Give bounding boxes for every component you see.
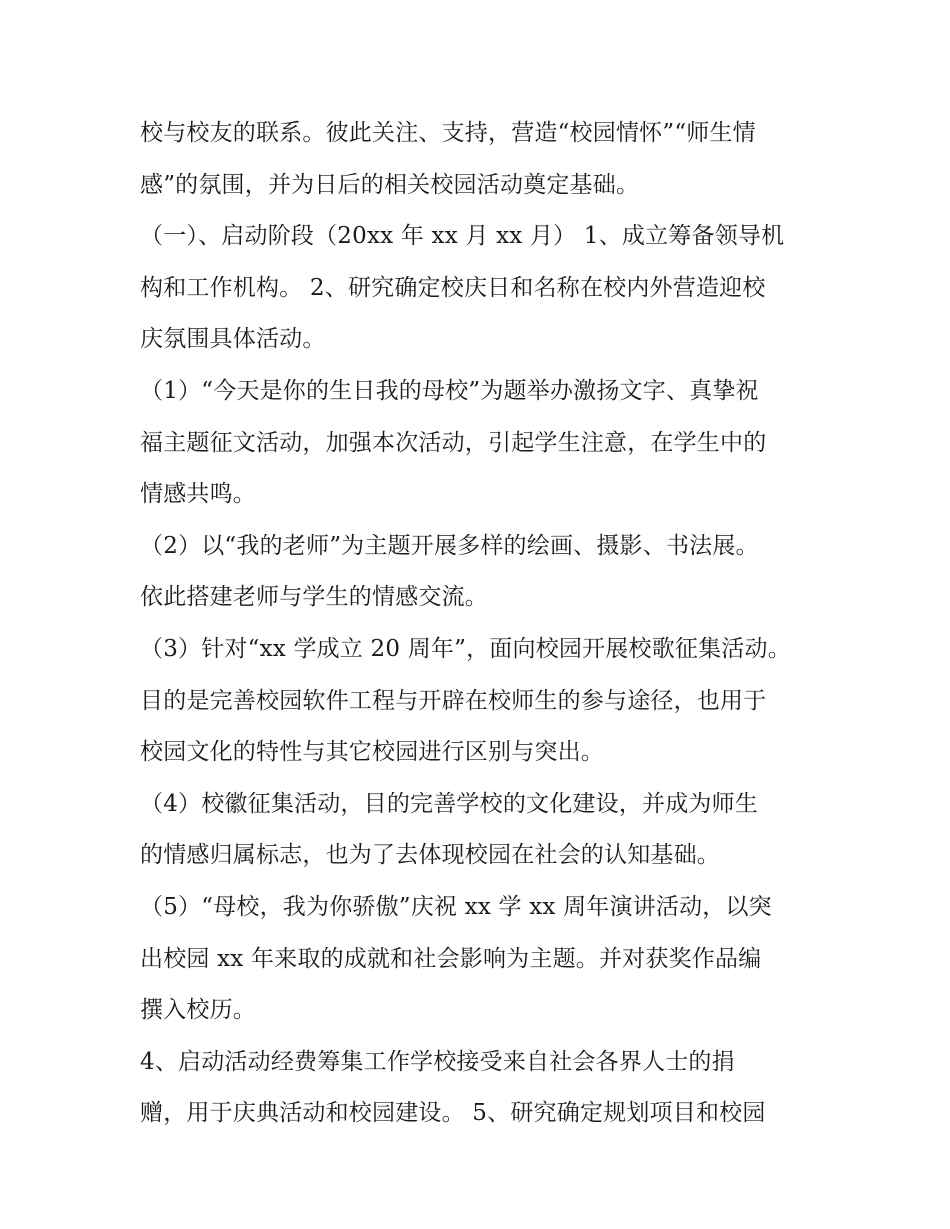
- text-line: 撰入校历。: [140, 997, 256, 1024]
- text-line: 感”的氛围，并为日后的相关校园活动奠定基础。: [140, 171, 640, 198]
- text-line: （1）“今天是你的生日我的母校”为题举办激扬文字、真挚祝: [140, 377, 759, 404]
- text-line: 的情感归属标志，也为了去体现校园在社会的认知基础。: [140, 842, 720, 869]
- text-line: 校园文化的特性与其它校园进行区别与突出。: [140, 739, 604, 766]
- text-line: 4、启动活动经费筹集工作学校接受来自社会各界人士的捐: [140, 1048, 735, 1075]
- text-line: 依此搭建老师与学生的情感交流。: [140, 584, 488, 611]
- text-line: （5）“母校，我为你骄傲”庆祝 xx 学 xx 周年演讲活动，以突: [140, 893, 772, 920]
- text-line: 福主题征文活动，加强本次活动，引起学生注意，在学生中的: [140, 429, 767, 456]
- text-line: （4）校徽征集活动，目的完善学校的文化建设，并成为师生: [140, 790, 759, 817]
- text-line: （2）以“我的老师”为主题开展多样的绘画、摄影、书法展。: [140, 532, 759, 559]
- text-line: 庆氛围具体活动。: [140, 326, 326, 353]
- text-line: （一）、启动阶段（20xx 年 xx 月 xx 月） 1、成立筹备领导机: [140, 223, 785, 250]
- text-line: 赠，用于庆典活动和校园建设。 5、研究确定规划项目和校园: [140, 1100, 766, 1127]
- text-line: （3）针对“xx 学成立 20 周年”，面向校园开展校歌征集活动。: [140, 635, 791, 662]
- text-line: 构和工作机构。 2、研究确定校庆日和名称在校内外营造迎校: [140, 274, 766, 301]
- text-line: 目的是完善校园软件工程与开辟在校师生的参与途径，也用于: [140, 687, 767, 714]
- text-line: 出校园 xx 年来取的成就和社会影响为主题。并对获奖作品编: [140, 945, 762, 972]
- text-line: 校与校友的联系。彼此关注、支持，营造“校园情怀”“师生情: [140, 120, 756, 146]
- text-line: 情感共鸣。: [140, 481, 256, 508]
- document-body: [140, 108, 820, 1140]
